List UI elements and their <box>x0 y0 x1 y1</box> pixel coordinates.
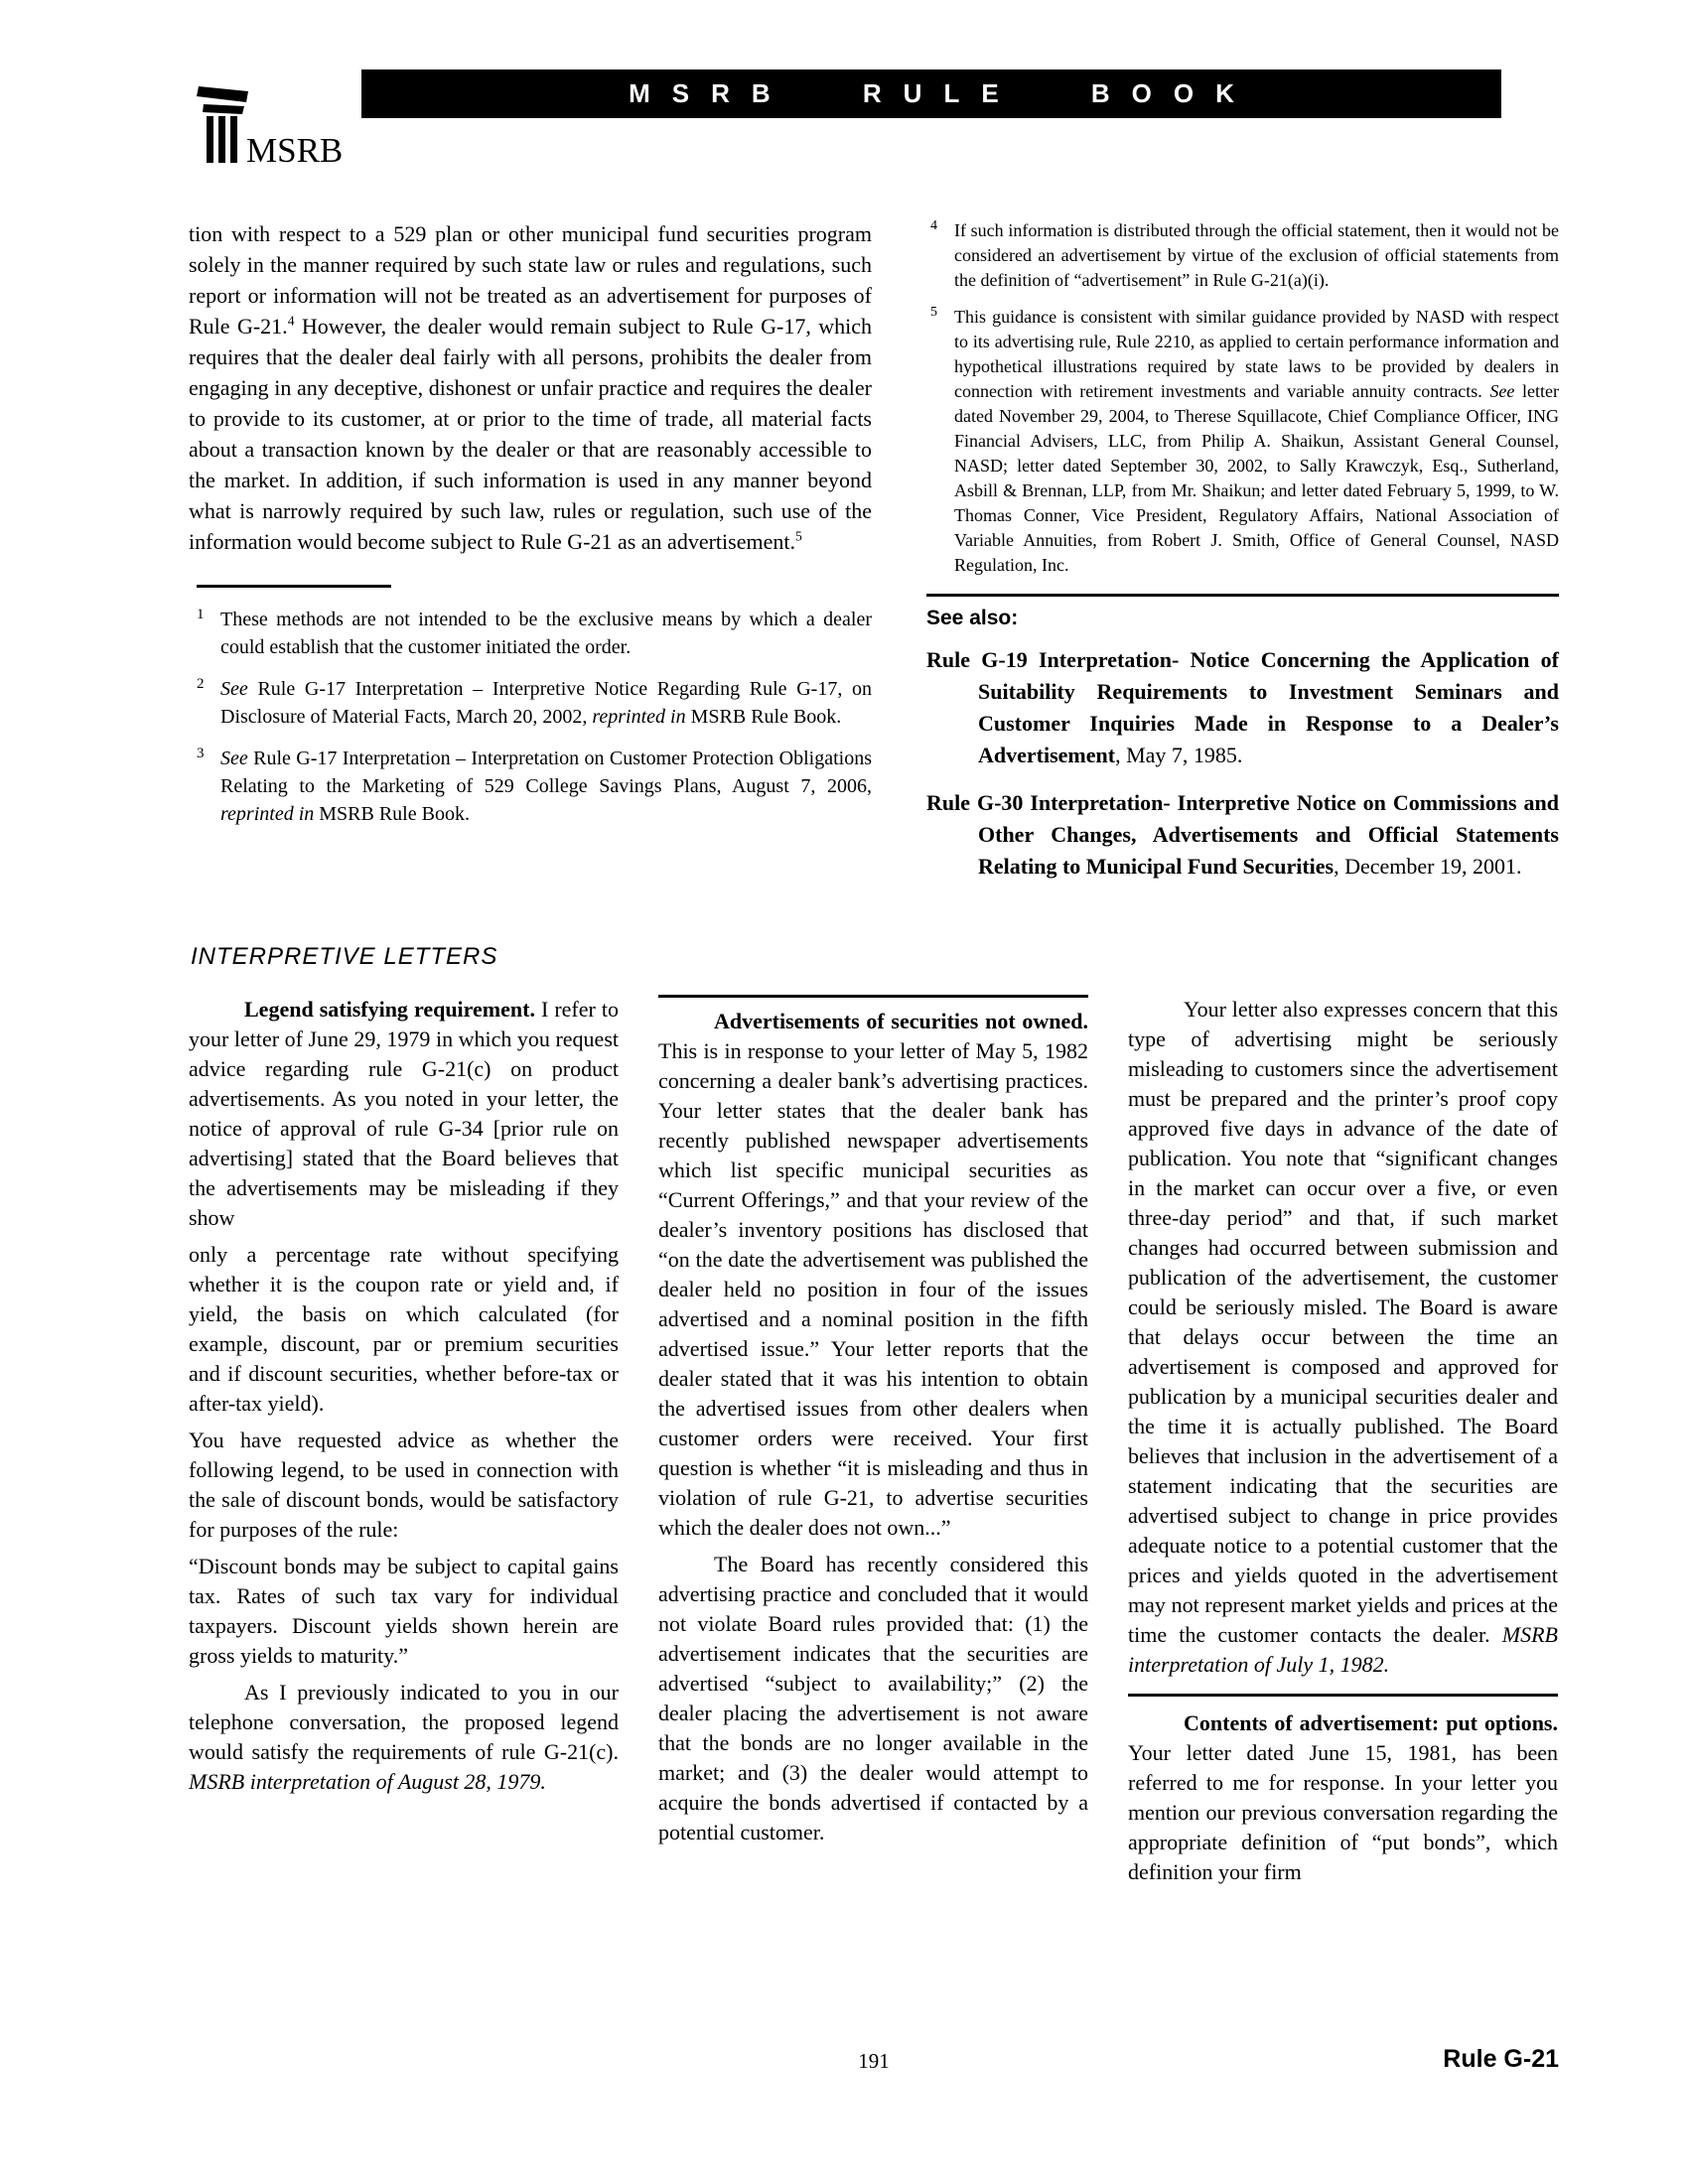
body-paragraph <box>189 218 872 557</box>
letters-column-1 <box>189 995 619 1894</box>
footnote-2-see: See <box>220 678 248 700</box>
page-number: 191 <box>858 2049 890 2073</box>
footnote-ref-5: 5 <box>794 528 802 544</box>
letter-contents-rule <box>1128 1694 1558 1697</box>
see-also-item-g30-date: , December 19, 2001. <box>1334 854 1522 879</box>
footnote-4-text: If such information is distributed through the official statement, then it would not be considered an advertisement by virtue of the exclusion of official statements from the definition of “advertisement” in Rule G-21(a)(i). <box>954 220 1559 290</box>
body-text-b: However, the dealer would remain subject to Rule G-17, which requires that the dealer deal fairly with all persons, prohibits the dealer from engaging in any deceptive, dishonest or unfair practice and requires the dealer to provide to its customer, at or prior to the time of trade, all material facts about a transaction known by the dealer or that are reasonably accessible to the market. In addition, if such information is used in any manner beyond what is narrowly required by such law, rules or regulation, such use of the information would become subject to Rule G-21 as an advertisement. <box>189 314 873 554</box>
footnote-1 <box>189 606 872 661</box>
letter-legend-paragraph-1 <box>189 995 619 1233</box>
footnote-2-number: 2 <box>197 676 205 692</box>
letter-ads-rule <box>658 995 1088 998</box>
rule-label: Rule G-21 <box>1443 2045 1559 2073</box>
letter-legend-paragraph-2: You have requested advice as whether the following legend, to be used in connection with the sale of discount bonds, would be satisfactory for purposes of the rule: <box>189 1428 619 1542</box>
footnote-2-reprinted: reprinted in <box>592 706 686 728</box>
footnote-2 <box>189 675 872 731</box>
see-also-rule <box>926 594 1559 597</box>
footnote-5 <box>926 305 1559 578</box>
banner-title <box>361 69 1501 118</box>
footnote-3-tail: MSRB Rule Book. <box>314 803 470 825</box>
footnote-3-number: 3 <box>197 746 205 761</box>
letter-ads-citation: MSRB interpretation of July 1, 1982. <box>1128 1622 1558 1677</box>
see-also-item-g19-title: Rule G-19 Interpretation- Notice Concerning the Application of Suitability Requirements to Investment Seminars and Customer Inquiries Made in Response to a Dealer’s Advertisement <box>926 647 1559 767</box>
letter-ads-paragraph-1 <box>658 1007 1088 1543</box>
letter-legend-paragraph-3 <box>189 1678 619 1797</box>
footnote-5-text-b: letter dated November 29, 2004, to Therese Squillacote, Chief Compliance Officer, ING Financial Advisers, LLC, from Philip A. Shaikun, Assistant General Counsel, NASD; letter dated September 30, 2002, to Sally Krawczyk, Esq., Sutherland, Asbill & Brennan, LLP, from Mr. Shaikun; and letter dated February 5, 1999, to W. Thomas Conner, Vice President, Regulatory Affairs, National Association of Variable Annuities, from Robert J. Smith, Office of General Counsel, NASD Regulation, Inc. <box>954 381 1559 575</box>
footnote-ref-4: 4 <box>287 313 295 329</box>
letter-legend-text-1: I refer to your letter of June 29, 1979 in which you request advice regarding rule G-21(c) on product advertisements. As you noted in your letter, the notice of approval of rule G-34 [prior rule on advertising] stated that the Board believes that the advertisements may be misleading if they show <box>189 997 619 1230</box>
letters-column-2 <box>658 995 1088 1894</box>
letter-legend-title: Legend satisfying requirement. <box>244 997 535 1022</box>
footnote-5-text-a: This guidance is consistent with similar guidance provided by NASD with respect to its advertising rule, Rule 2210, as applied to certain performance information and hypothetical illustrations required by state laws to be provided by dealers in connection with retirement investments and variable annuity contracts. <box>954 307 1559 401</box>
footnote-3 <box>189 745 872 828</box>
see-also-item-g30-title: Rule G-30 Interpretation- Interpretive Notice on Commissions and Other Changes, Advertisements and Official Statements Relating to Municipal Fund Securities <box>926 790 1559 879</box>
see-also-label: See also: <box>926 607 1019 629</box>
letter-contents-paragraph <box>1128 1708 1558 1887</box>
top-section <box>189 218 1559 898</box>
footnote-4 <box>926 218 1559 293</box>
footnote-4-number: 4 <box>930 218 937 233</box>
column-icon <box>197 83 346 165</box>
footnote-2-text: Rule G-17 Interpretation – Interpretive Notice Regarding Rule G-17, on Disclosure of Material Facts, March 20, 2002, <box>220 678 872 728</box>
logo-text: MSRB <box>246 131 344 165</box>
letter-legend-text-3: As I previously indicated to you in our telephone conversation, the proposed legend would satisfy the requirements of rule G-21(c). <box>189 1680 619 1764</box>
letter-ads-title: Advertisements of securities not owned. <box>714 1009 1088 1033</box>
page-footer <box>189 2045 1559 2089</box>
footnote-5-number: 5 <box>930 305 937 320</box>
letter-ads-text-3: Your letter also expresses concern that this type of advertising might be seriously misleading to customers since the advertisement must be prepared and the printer’s proof copy approved five days in advance of the date of publication. You note that “significant changes in the market can occur over a five, or even three-day period” and that, if such market changes had occurred between submission and publication of the advertisement, the customer could be seriously misled. The Board is aware that delays occur between the time an advertisement is composed and approved for publication by a municipal securities dealer and the time it is actually published. The Board believes that inclusion in the advertisement of a statement indicating that the securities are advertised subject to change in price provides adequate notice to a potential customer that the prices and yields quoted in the advertisement may not represent market yields and prices at the time the customer contacts the dealer. <box>1128 997 1558 1647</box>
top-right-column <box>926 218 1559 898</box>
see-also-item-g19-date: , May 7, 1985. <box>1115 743 1243 767</box>
see-also-item-g19 <box>926 644 1559 771</box>
letter-ads-paragraph-2: The Board has recently considered this advertising practice and concluded that it would not violate Board rules provided that: (1) the advertisement indicates that the securities are advertised “subject to availability;” (2) the dealer placing the advertisement is not aware that the bonds are no longer available in the market; and (3) the dealer would attempt to acquire the bonds advertised if contacted by a potential customer. <box>658 1552 1088 1844</box>
msrb-logo <box>197 83 346 165</box>
footnote-2-tail: MSRB Rule Book. <box>685 706 842 728</box>
footnote-5-see: See <box>1489 381 1515 401</box>
see-also-item-g30 <box>926 787 1559 883</box>
interpretive-letters-heading: INTERPRETIVE LETTERS <box>191 943 498 970</box>
letters-column-3 <box>1128 995 1558 1894</box>
footnote-3-reprinted: reprinted in <box>220 803 315 825</box>
letter-ads-paragraph-3 <box>1128 995 1558 1680</box>
footnote-3-see: See <box>220 748 248 769</box>
letter-contents-text: Your letter dated June 15, 1981, has been referred to me for response. In your letter you mention our previous conversation regarding the appropriate definition of “put bonds”, which definition your firm <box>1128 1740 1558 1884</box>
letters-columns <box>189 995 1559 1894</box>
letter-legend-blockquote-1: only a percentage rate without specifying whether it is the coupon rate or yield and, if yield, the basis on which calculated (for example, discount, par or premium securities and if discount securities, whether before-tax or after-tax yield). <box>189 1242 619 1416</box>
footnote-separator-rule <box>197 585 391 588</box>
letter-ads-text-1: This is in response to your letter of May 5, 1982 concerning a dealer bank’s advertising practices. Your letter states that the dealer bank has recently published newspaper advertisements which list specific municipal securities as “Current Offerings,” and that your review of the dealer’s inventory positions has disclosed that “on the date the advertisement was published the dealer held no position in four of the issues advertised and a nominal position in the fifth advertised issue.” Your letter reports that the dealer stated that it was his intention to obtain the advertised issues from other dealers when customer orders were received. Your first question is whether “it is misleading and thus in violation of rule G-21, to advertise securities which the dealer does not own...” <box>658 1038 1088 1540</box>
footnote-1-text: These methods are not intended to be the exclusive means by which a dealer could establish that the customer initiated the order. <box>220 609 872 658</box>
footnote-1-number: 1 <box>197 607 205 622</box>
letter-contents-title: Contents of advertisement: put options. <box>1184 1710 1558 1735</box>
letter-legend-citation: MSRB interpretation of August 28, 1979. <box>189 1769 546 1794</box>
footnote-3-text: Rule G-17 Interpretation – Interpretation on Customer Protection Obligations Relating to the Marketing of 529 College Savings Plans, August 7, 2006, <box>220 748 872 797</box>
body-text-a: tion with respect to a 529 plan or other municipal fund securities program solely in the manner required by such state law or rules and regulations, such report or information will not be treated as an advertisement for purposes of Rule G-21. <box>189 221 872 339</box>
letter-legend-blockquote-2: “Discount bonds may be subject to capital gains tax. Rates of such tax vary for individual taxpayers. Discount yields shown herein are gross yields to maturity.” <box>189 1554 619 1668</box>
top-left-column <box>189 218 872 898</box>
banner-title-text: MSRB RULE BOOK <box>629 78 1256 108</box>
